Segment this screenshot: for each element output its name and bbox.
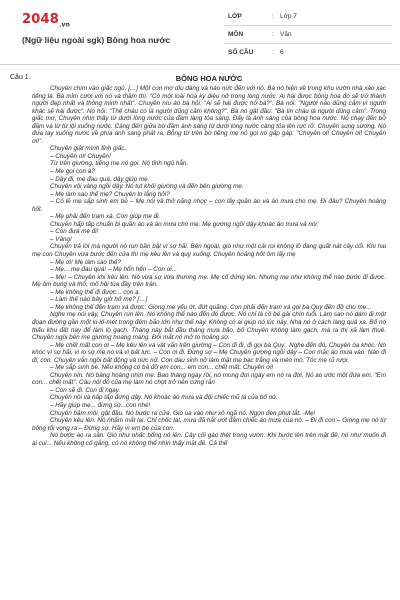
story-paragraph: Chuyên giật mình tỉnh giấc. [50,145,127,153]
story-paragraph: – Mẹ không thể đi được... con ạ. [50,288,141,296]
meta-row-class [224,8,392,26]
story-paragraph: – Hãy giúp mẹ... đừng sợ...con nhé! [50,401,151,409]
meta-label: MÔN [228,31,244,38]
page-header [0,0,400,65]
story-paragraph: Chuyên trả lời mà người nó run bần bật vì sợ hãi. Bên ngoài, gió như một cái roi không lồ đang quất nát cây cối. Khi hai mẹ con Chuyên vừa bước đến cửa thì mẹ kêu lên và quỵ xuống. Chuyên hoảng hốt ôm lấy mẹ [32,243,386,259]
meta-label: LỚP [228,13,242,20]
meta-row-subject [224,26,392,44]
story-paragraph: – Mẹ gọi con à? [50,168,95,176]
story-paragraph: Từ trên giường, tiếng mẹ nó gọi. Nó tỉnh ngủ hẳn. [50,160,189,168]
story-paragraph: Chuyên nói và hấp tấp đứng dậy. Nó khoác áo mưa và đội chiếc mũ lá của bố nó. [50,394,278,402]
story-paragraph: – Chuyên ơi! Chuyên! [50,152,111,160]
meta-colon: : [272,31,274,38]
meta-label: SỐ CÂU [228,49,254,56]
story-paragraph: Chuyên hấp tấp chuẩn bị quần áo và áo mưa cho mẹ. Mẹ gượng ngồi dậy khoác áo mưa và nói: [50,220,319,228]
story-paragraph: – Mẹ làm sao thế mẹ? Chuyên lo lắng hỏi? [50,190,170,198]
story-paragraph: – Mẹ! – Chuyên khi kêu lên. Nó vừa sợ vừa thương mẹ. Mẹ cố đứng lên. Nhưng mẹ như không thể nào bước đi được. Mẹ ôm bụng và thở, mồ hôi túa đầy trên trán. [32,273,386,289]
meta-colon: : [272,49,274,56]
story-paragraph: Chuyên bậm môi, gật đầu. Nó bước ra cửa. Gió ùa vào như xô ngã nó. Ngọn đèn phụt tắt. -Mẹ! [50,409,316,417]
story-paragraph: – Mẹ phải đến trạm xá. Con giúp mẹ đi. [50,213,161,221]
question-number: Câu 1. [10,74,31,81]
story-paragraph: – Vâng! [50,235,72,243]
site-logo[interactable] [22,12,70,29]
story-paragraph: – Con đưa mẹ đi! [50,228,99,236]
story-paragraph: Chuyên kêu lên. Nó nhắm mắt lại. Chỉ chốc lát, mưa đã hắt ướt đẫm chiếc áo mưa của nó. – Đi đi con – Giọng mẹ nó từ bóng tối vọng ra – Đừng sợ. Hãy vì em bé của con. [32,417,386,432]
story-body [32,85,386,447]
meta-value: 6 [280,49,284,56]
story-paragraph: – Mẹ ơi! Mẹ làm sao thế? [50,258,122,266]
story-paragraph: – Mẹ... mẹ đau quá! – Mẹ hổn hển – Con ơi... [50,266,178,274]
question-content [32,74,386,447]
story-paragraph: Nó bước ào ra sân. Gió như nhấc bổng nó lên. Cây cối gào thét trong vườn. Khi bước lên trên mặt đê, nó như muốn đi ại cụi... Nếu không cố gắng, có nó không thể nhìn thấy mặt đê. Cả thế [32,432,386,447]
story-paragraph: – Mẹ không thể đến trạm xá được. Giọng mẹ yếu ớt, đứt quãng. Con phải đến trạm xá gọi bà Quy đến đỡ cho mẹ... [50,303,372,311]
meta-info-table [224,8,392,61]
logo-suffix: .vn [58,21,71,29]
story-paragraph: – Mẹ chết mất con ơi – Mẹ kêu lên và vật vãn trên giường – Con đi đi, đi gọi bà Quy.. Nghe đến đó, Chuyên òa khóc. Nó khóc vì sợ hãi, vì lo sợ mẹ nó và vì bất lực. – Con ơi đi. Đừng sợ – Mẹ Chuyên gượng ngồi dậy – Con mặc áo mưa vào. Nào đi đi, con. Chuyên vẫn ngồi bất động và nức nở. Con dau sinh nở làm mặt mẹ bạc trắng và méo mó. Tóc mẹ rũ rượi. [32,341,386,364]
story-paragraph: Chuyên vội vàng ngồi dậy. Nó tụt khỏi giường và đến bên giường mẹ. [50,183,244,191]
meta-value: Lớp 7 [280,13,297,20]
story-paragraph: – Con sẽ đi. Con đi ngay. [50,386,121,394]
story-paragraph: – Làm thế nào bây giờ hở mẹ? […] [50,296,148,304]
logo-text: 2048 [22,12,59,27]
story-paragraph: Nghe mẹ nói vậy, Chuyên run lên. Nó không thể nào đến đó được. Nó chỉ là cô bé gái chín tuổi. Làm sao nó dám đi một đoạn đường gần một ki-lô-mét trong đêm bão lớn như thế này. Không có ai giúp nó lúc này. Nhà nó ở cách làng quá xa. Bố nó thấu khu đất này để làm lò gạch. Tháng này bắt đầu tháng mưa bão, bố Chuyên không làm gạch, mà ra thị xã làm thuê. Chuyên ngồi bên mẹ giường hoang mang. Đôi mắt nó mở to hoảng sợ. [32,311,386,342]
meta-colon: : [272,13,274,20]
story-title: BÔNG HOA NƯỚC [175,74,243,83]
meta-value: Văn [280,31,292,38]
story-paragraph: – Dậy đi, mẹ đau quá, dậy giúp mẹ. [50,175,150,183]
story-paragraph: – Có lẽ mẹ sắp sinh em bé – Mẹ nói và thở nặng nhọc – con lấy quần áo và áo mưa cho mẹ. Đi đâu? Chuyên hoảng hốt. [32,198,386,213]
document-title: (Ngữ liệu ngoài sgk) Bông hoa nước [22,35,171,45]
story-paragraph: Chuyên nín. Nó bàng hoàng nhìn mẹ. Bao tháng ngày rồi, nó mong đợi ngày em nó ra đời. Nó ao ước một đứa em. "Em con... chết mất". Câu nói đó của mẹ làm nó chợt trở nên cứng rắn [32,371,386,387]
meta-row-question-count [224,44,392,61]
story-paragraph: Chuyên chìm vào giấc ngủ. […] Một con mơ dìu dàng và nào nức đến với nó. Bà nó hiện về trong khu vườn nhà xào xạc tiếng lá. Bà mỉm cười với nó và thầm thì: "Có một loài hoa kỳ diệu nở trong lòng nước. Ai hái được bông hoa đó sẽ trở thành người đẹp nhất và thông minh nhất". Chuyên níu áo bà hỏi: "Ai sẽ hái được hở bà?". Bà nói: "Người nào dũng cảm vì người khác sẽ hái được". Nó hỏi: "Thế cháu có là người dũng cảm không?". Bà nó gật đầu: "Bà tin cháu là người dũng cảm". Trong giấc mơ, Chuyên nhìn thấy từ dưới lòng nước của đầm làng tỏa sáng. Đấy là ánh sáng của bông hoa nước. Nó chạy đến bờ đầm và từ từ lội xuống nước. Càng đến giữa bờ đầm ánh sáng từ dưới lòng nước càng tỏa lên rực rỡ. Chuyên sung sướng. Nó đưa tay xuống nước về phía ánh sáng phát ra. Bỗng từ trên bờ tiếng mẹ nó gọi nó gấp gáp: "Chuyên ơi! Chuyên ơi! Chuyên ơi!". [32,85,386,145]
story-paragraph: – Mẹ sắp sinh bé. Nếu không có bà đỡ em con... em con... chết mất, Chuyên ơi! [50,364,274,372]
